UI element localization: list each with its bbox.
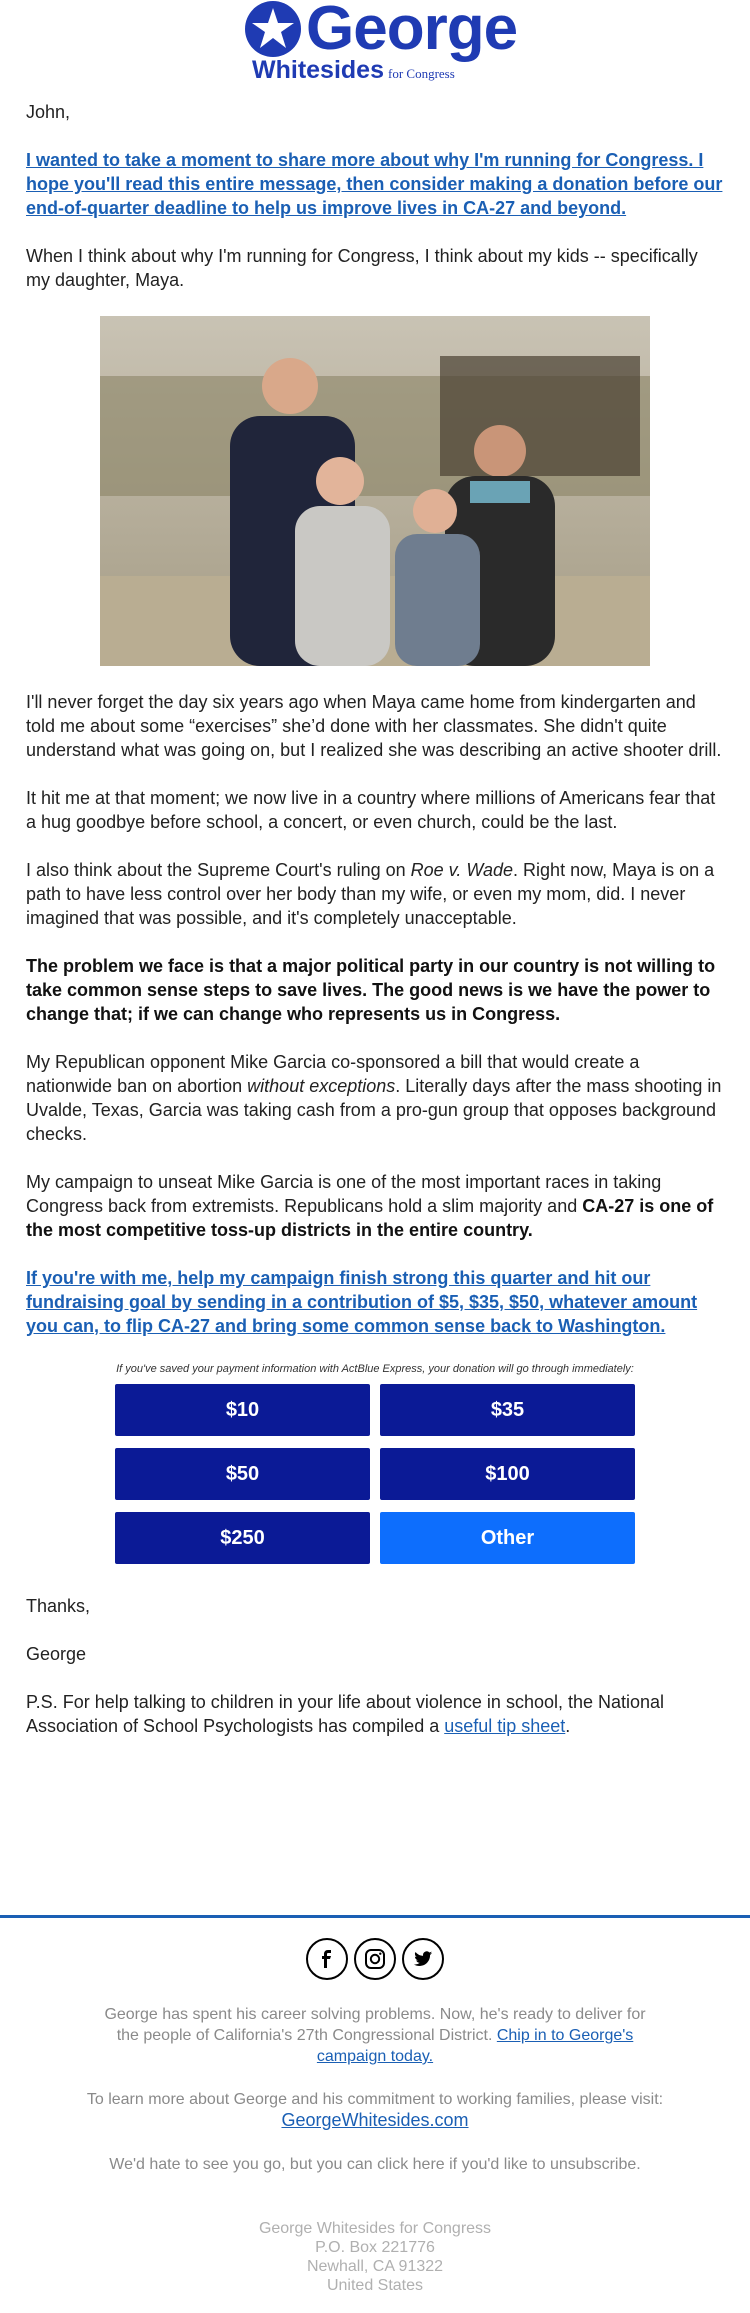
instagram-icon[interactable] xyxy=(354,1938,396,1980)
chip-in-link[interactable]: Chip in to George's campaign today. xyxy=(316,2027,634,2065)
closing: Thanks, xyxy=(26,1596,91,1616)
logo-name: George xyxy=(306,0,518,63)
paragraph-garcia: My Republican opponent Mike Garcia co-sponsored a bill that would create a nationwide ban on abortion without exceptions. Literally days after the mass shooting in Uvalde, Texas, Garcia was taking cash from a pro-gun group that opposes background checks. xyxy=(26,1052,722,1144)
donate-other-button[interactable]: Other xyxy=(380,1512,635,1564)
cta-donate-link[interactable]: If you're with me, help my campaign finish strong this quarter and hit our fundraising goal by sending in a contribution of $5, $35, $50, whatever amount you can, to flip CA-27 and bring some common sense back to Washington. xyxy=(26,1268,698,1336)
donate-10-button[interactable]: $10 xyxy=(115,1384,370,1436)
social-links xyxy=(0,1938,750,1980)
actblue-express-note: If you've saved your payment information with ActBlue Express, your donation will go through immediately: xyxy=(116,1363,634,1375)
paragraph-roe: I also think about the Supreme Court's ruling on Roe v. Wade. Right now, Maya is on a path to have less control over her body than my wife, or even my mom, did. I never imagined that was possible, and it's completely unacceptable. xyxy=(26,860,715,928)
facebook-icon[interactable] xyxy=(306,1938,348,1980)
paragraph-campaign: My campaign to unseat Mike Garcia is one of the most important races in taking Congress back from extremists. Republicans hold a slim majority and CA-27 is one of the most competitive toss-up districts in the entire country. xyxy=(26,1172,714,1240)
donate-250-button[interactable]: $250 xyxy=(115,1512,370,1564)
website-link[interactable]: GeorgeWhitesides.com xyxy=(281,2110,469,2130)
donate-50-button[interactable]: $50 xyxy=(115,1448,370,1500)
intro-donate-link[interactable]: I wanted to take a moment to share more about why I'm running for Congress. I hope you'll read this entire message, then consider making a donation before our end-of-quarter deadline to help us improve lives in CA-27 and beyond. xyxy=(26,150,723,218)
star-logo-icon xyxy=(244,0,310,58)
twitter-icon[interactable] xyxy=(402,1938,444,1980)
donate-100-button[interactable]: $100 xyxy=(380,1448,635,1500)
family-photo xyxy=(100,316,650,666)
paragraph-problem: The problem we face is that a major political party in our country is not willing to take common sense steps to save lives. The good news is we have the power to change that; if we can change who represents us in Congress. xyxy=(26,956,716,1024)
paragraph-kids: When I think about why I'm running for Congress, I think about my kids -- specifically my daughter, Maya. xyxy=(26,246,698,290)
unsubscribe-link[interactable]: We'd hate to see you go, but you can click here if you'd like to unsubscribe. xyxy=(109,2156,641,2173)
footer-divider xyxy=(0,1915,750,1918)
logo-subtitle: Whitesides for Congress xyxy=(252,56,455,84)
postscript: P.S. For help talking to children in your life about violence in school, the National Association of School Psychologists has compiled a useful tip sheet. xyxy=(26,1692,665,1736)
campaign-logo xyxy=(0,0,750,90)
footer-blurb: George has spent his career solving problems. Now, he's ready to deliver for the people of California's 27th Congressional District. Chip in to George's campaign today. xyxy=(104,2006,646,2065)
mailing-address: George Whitesides for Congress P.O. Box 221776 Newhall, CA 91322 United States xyxy=(258,2220,492,2294)
signature: George xyxy=(26,1644,87,1664)
paragraph-drill: I'll never forget the day six years ago when Maya came home from kindergarten and told me about some “exercises” she’d done with her classmates. She didn't quite understand what was going on, but I realized she was describing an active shooter drill. xyxy=(26,692,722,760)
paragraph-hit: It hit me at that moment; we now live in a country where millions of Americans fear that a hug goodbye before school, a concert, or even church, could be the last. xyxy=(26,788,716,832)
footer-learn: To learn more about George and his commitment to working families, please visit: GeorgeWhitesides.com xyxy=(86,2091,664,2130)
email-content xyxy=(26,100,724,1762)
greeting: John, xyxy=(26,102,71,122)
footer xyxy=(0,1930,750,2295)
tip-sheet-link[interactable]: useful tip sheet xyxy=(444,1716,566,1736)
donation-buttons xyxy=(115,1384,635,1564)
donate-35-button[interactable]: $35 xyxy=(380,1384,635,1436)
